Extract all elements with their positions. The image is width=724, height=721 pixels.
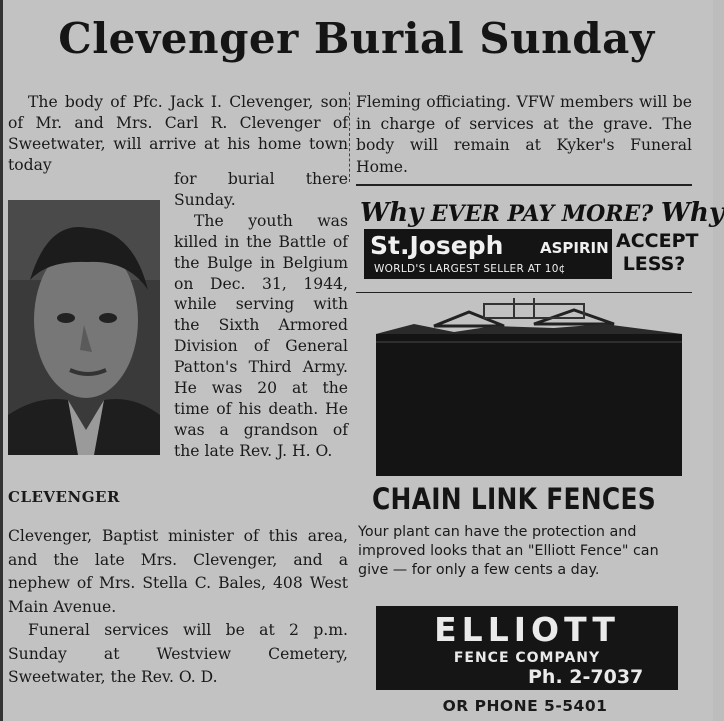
article-intro-block: [8, 92, 348, 176]
photo-block: [8, 200, 163, 506]
why-text-1: Why: [360, 198, 424, 228]
accept-less-block: [616, 230, 699, 276]
article-intro: The body of Pfc. Jack I. Clevenger, son of Mr. and Mrs. Carl R. Clevenger of Sweetwater, will arrive at his home town today: [8, 93, 348, 174]
photo-caption: CLEVENGER: [8, 488, 120, 506]
company-phone: Ph. 2-7037: [528, 666, 644, 688]
article-wrap-2: The youth was killed in the Battle of the Bulge in Belgium on Dec. 31, 1944, while serving with the Sixth Armored Division of General Patton's Third Army. He was 20 at the time of his death. He was a grandson of the late Rev. J. H. O.: [174, 211, 348, 460]
article-continued: Clevenger, Baptist minister of this area, and the late Mrs. Clevenger, and a nephew of Mrs. Stella C. Bales, 408 West Main Avenue.: [8, 527, 348, 616]
aspirin-headline: [360, 198, 724, 228]
article-continued-block: [8, 525, 348, 690]
company-type: FENCE COMPANY: [453, 650, 601, 666]
alt-phone: OR PHONE 5-5401: [442, 697, 608, 715]
aspirin-ad: [358, 196, 724, 286]
brand-name: St.Joseph: [370, 231, 504, 260]
company-name: ELLIOTT: [434, 610, 620, 649]
portrait-photo: [8, 200, 160, 455]
less-text: LESS?: [622, 253, 686, 275]
page-edge: [0, 0, 3, 721]
elliott-logo-box: [376, 606, 678, 690]
fence-description: Your plant can have the protection and improved looks that an "Elliott Fence" can give — for only a few cents a day.: [358, 524, 659, 578]
why-text-2: Why: [660, 198, 724, 228]
aspirin-label: ASPIRIN: [540, 239, 609, 257]
article-wrap-block: [174, 169, 348, 462]
article-funeral: Funeral services will be at 2 p.m. Sunday at Westview Cemetery, Sweetwater, the Rev. O. D.: [8, 621, 348, 686]
article-right-column: [356, 92, 692, 178]
portrait-image: [8, 200, 160, 455]
article-wrap-1: for burial there Sunday.: [174, 170, 348, 209]
article-right-text: Fleming officiating. VFW members will be in charge of services at the grave. The body will remain at Kyker's Funeral Home.: [356, 93, 692, 176]
factory-illustration: [374, 298, 684, 476]
headline: Clevenger Burial Sunday: [58, 14, 655, 63]
rule-top: [356, 184, 692, 186]
aspirin-tagline: WORLD'S LARGEST SELLER AT 10¢: [374, 263, 566, 275]
ever-pay-more-text: EVER PAY MORE?: [430, 201, 654, 227]
fence-headline: CHAIN LINK FENCES: [372, 482, 657, 516]
aspirin-brand-box: [364, 229, 612, 279]
accept-text: ACCEPT: [616, 230, 699, 252]
rule-middle: [356, 292, 692, 293]
column-divider: [349, 92, 351, 182]
